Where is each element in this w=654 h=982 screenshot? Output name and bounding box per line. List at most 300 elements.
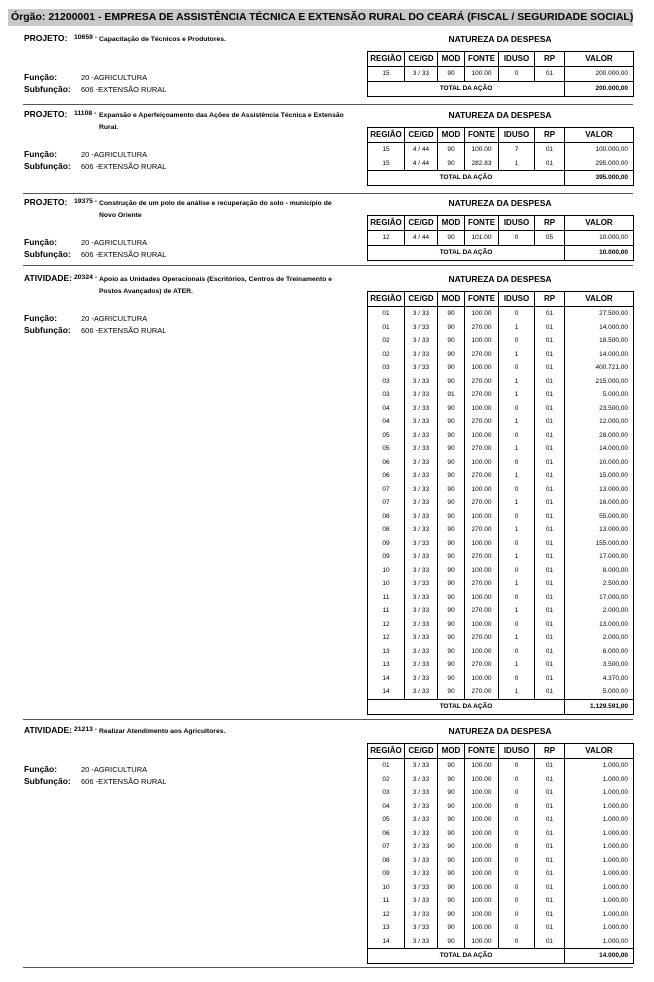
table-cell: 13 [368, 658, 405, 672]
table-cell: 01 [535, 564, 565, 578]
table-cell: 3 / 33 [405, 604, 438, 618]
table-cell: 03 [368, 388, 405, 402]
subfuncao-value: 606 -EXTENSÃO RURAL [81, 326, 167, 335]
section-description: Capacitação de Técnicos e Produtores. [99, 36, 226, 43]
column-header: REGIÃO [368, 52, 405, 67]
section-code: 10659 - [74, 34, 98, 41]
table-cell: 100.00 [465, 773, 499, 787]
table-row [368, 908, 634, 922]
table-row [368, 415, 634, 429]
table-cell: 4 / 44 [405, 157, 438, 171]
table-cell: 3 / 33 [405, 786, 438, 800]
table-cell: 3 / 33 [405, 388, 438, 402]
table-cell: 100.000,00 [565, 143, 634, 157]
table-cell: 90 [438, 537, 465, 551]
table-cell: 1 [499, 469, 535, 483]
table-cell: 15 [368, 157, 405, 171]
table-cell: 270.00 [465, 604, 499, 618]
table-row [368, 685, 634, 699]
section-separator [23, 967, 633, 968]
table-cell: 100.00 [465, 483, 499, 497]
funcao-value: 20 -AGRICULTURA [81, 314, 148, 323]
table-cell: 0 [499, 334, 535, 348]
natureza-table [367, 743, 634, 964]
table-cell: 1.000,00 [565, 840, 634, 854]
table-cell: 0 [499, 867, 535, 881]
table-cell: 01 [368, 307, 405, 321]
table-header-row [368, 52, 634, 67]
table-cell: 3 / 33 [405, 442, 438, 456]
column-header: VALOR [565, 128, 634, 143]
table-row [368, 564, 634, 578]
funcao-value: 20 -AGRICULTURA [81, 238, 148, 247]
table-cell: 4 / 44 [405, 231, 438, 246]
table-cell: 3 / 33 [405, 813, 438, 827]
table-cell: 0 [499, 361, 535, 375]
table-cell: 3 / 33 [405, 334, 438, 348]
table-cell: 1 [499, 604, 535, 618]
table-cell: 3 / 33 [405, 577, 438, 591]
table-cell: 3 / 33 [405, 307, 438, 321]
column-header: RP [535, 128, 565, 143]
table-cell: 100.00 [465, 840, 499, 854]
table-cell: 3 / 33 [405, 510, 438, 524]
natureza-table [367, 127, 634, 186]
table-cell: 10.000,00 [565, 456, 634, 470]
table-cell: 18.500,00 [565, 334, 634, 348]
section-type: PROJETO: [24, 109, 68, 119]
column-header: MOD [438, 216, 465, 231]
table-cell: 270.00 [465, 469, 499, 483]
table-cell: 3 / 33 [405, 550, 438, 564]
table-cell: 01 [535, 321, 565, 335]
column-header: VALOR [565, 292, 634, 307]
table-row [368, 361, 634, 375]
natureza-title: NATUREZA DA DESPESA [448, 274, 552, 284]
subfuncao-value: 606 -EXTENSÃO RURAL [81, 162, 167, 171]
section-description: Expansão e Aperfeiçoamento das Ações de Assistência Técnica e Extensão Rural. [99, 112, 344, 131]
table-row [368, 759, 634, 773]
table-cell: 28.000,00 [565, 429, 634, 443]
table-cell: 14.000,00 [565, 321, 634, 335]
table-cell: 01 [535, 921, 565, 935]
total-value: 200.000,00 [565, 81, 634, 96]
table-cell: 14.000,00 [565, 348, 634, 362]
table-cell: 07 [368, 496, 405, 510]
table-cell: 270.00 [465, 388, 499, 402]
section-code: 11108 - [74, 110, 97, 117]
total-value: 395.000,00 [565, 171, 634, 186]
table-cell: 3 / 33 [405, 672, 438, 686]
column-header: IDUSO [499, 52, 535, 67]
table-cell: 3 / 33 [405, 483, 438, 497]
table-cell: 8.000,00 [565, 564, 634, 578]
table-cell: 90 [438, 631, 465, 645]
table-cell: 1 [499, 348, 535, 362]
table-cell: 0 [499, 935, 535, 949]
table-cell: 11 [368, 591, 405, 605]
table-header-row [368, 292, 634, 307]
table-row [368, 786, 634, 800]
table-cell: 100.00 [465, 429, 499, 443]
natureza-table [367, 291, 634, 715]
column-header: CE/GD [405, 216, 438, 231]
funcao-value: 20 -AGRICULTURA [81, 150, 148, 159]
table-cell: 270.00 [465, 577, 499, 591]
table-cell: 01 [368, 321, 405, 335]
table-cell: 0 [499, 759, 535, 773]
natureza-table [367, 51, 634, 97]
table-cell: 0 [499, 840, 535, 854]
table-cell: 09 [368, 550, 405, 564]
table-cell: 01 [535, 334, 565, 348]
table-cell: 282.83 [465, 157, 499, 171]
table-cell: 3 / 33 [405, 537, 438, 551]
table-cell: 100.00 [465, 618, 499, 632]
table-cell: 200.000,00 [565, 67, 634, 82]
table-row [368, 334, 634, 348]
subfuncao-label: Subfunção: [24, 84, 71, 94]
table-cell: 02 [368, 773, 405, 787]
table-cell: 01 [535, 496, 565, 510]
table-cell: 90 [438, 469, 465, 483]
column-header: FONTE [465, 744, 499, 759]
table-cell: 1 [499, 496, 535, 510]
table-cell: 6.000,00 [565, 645, 634, 659]
table-cell: 15 [368, 67, 405, 82]
column-header: MOD [438, 52, 465, 67]
table-cell: 90 [438, 307, 465, 321]
table-cell: 100.00 [465, 813, 499, 827]
table-cell: 3 / 33 [405, 402, 438, 416]
table-row [368, 800, 634, 814]
table-cell: 90 [438, 935, 465, 949]
table-row [368, 348, 634, 362]
table-cell: 10 [368, 564, 405, 578]
section-separator [23, 193, 633, 194]
table-cell: 0 [499, 908, 535, 922]
table-cell: 1 [499, 631, 535, 645]
table-cell: 3 / 33 [405, 348, 438, 362]
table-cell: 3 / 33 [405, 854, 438, 868]
total-value: 10.000,00 [565, 245, 634, 260]
table-row [368, 456, 634, 470]
table-cell: 1.000,00 [565, 921, 634, 935]
funcao-label: Função: [24, 764, 58, 774]
table-cell: 90 [438, 321, 465, 335]
table-cell: 100.00 [465, 800, 499, 814]
table-cell: 17.000,00 [565, 550, 634, 564]
table-cell: 1.000,00 [565, 935, 634, 949]
table-cell: 1.000,00 [565, 800, 634, 814]
natureza-title: NATUREZA DA DESPESA [448, 110, 552, 120]
table-cell: 03 [368, 375, 405, 389]
table-cell: 12 [368, 908, 405, 922]
table-cell: 90 [438, 157, 465, 171]
table-cell: 1 [499, 658, 535, 672]
table-cell: 14 [368, 935, 405, 949]
table-cell: 0 [499, 800, 535, 814]
section-type: ATIVIDADE: [24, 273, 73, 283]
table-cell: 0 [499, 564, 535, 578]
table-cell: 0 [499, 827, 535, 841]
table-cell: 2.000,00 [565, 631, 634, 645]
column-header: REGIÃO [368, 744, 405, 759]
table-row [368, 537, 634, 551]
column-header: REGIÃO [368, 216, 405, 231]
natureza-table [367, 215, 634, 261]
table-cell: 16.000,00 [565, 496, 634, 510]
table-cell: 7 [499, 143, 535, 157]
table-cell: 100.00 [465, 786, 499, 800]
table-cell: 100.00 [465, 537, 499, 551]
table-cell: 13.000,00 [565, 483, 634, 497]
table-cell: 1 [499, 415, 535, 429]
column-header: FONTE [465, 52, 499, 67]
table-cell: 3.500,00 [565, 658, 634, 672]
section-type: ATIVIDADE: [24, 725, 73, 735]
table-cell: 3 / 33 [405, 591, 438, 605]
total-row [368, 699, 634, 714]
table-cell: 11 [368, 604, 405, 618]
table-cell: 01 [535, 550, 565, 564]
table-cell: 0 [499, 456, 535, 470]
table-cell: 01 [535, 143, 565, 157]
table-cell: 01 [535, 415, 565, 429]
table-cell: 90 [438, 456, 465, 470]
table-cell: 100.00 [465, 402, 499, 416]
column-header: MOD [438, 744, 465, 759]
table-cell: 01 [535, 361, 565, 375]
table-cell: 90 [438, 604, 465, 618]
table-cell: 270.00 [465, 442, 499, 456]
table-row [368, 894, 634, 908]
table-cell: 90 [438, 67, 465, 82]
table-cell: 3 / 33 [405, 685, 438, 699]
table-cell: 90 [438, 827, 465, 841]
section-description: Realizar Atendimento aos Agricultores. [99, 728, 226, 735]
total-label: TOTAL DA AÇÃO [368, 699, 565, 714]
table-cell: 01 [535, 618, 565, 632]
table-cell: 1.000,00 [565, 813, 634, 827]
table-cell: 101.00 [465, 231, 499, 246]
column-header: VALOR [565, 52, 634, 67]
table-cell: 0 [499, 67, 535, 82]
section-separator [23, 719, 633, 720]
table-cell: 01 [535, 577, 565, 591]
table-cell: 02 [368, 334, 405, 348]
table-cell: 05 [368, 813, 405, 827]
table-cell: 12 [368, 631, 405, 645]
column-header: RP [535, 744, 565, 759]
table-cell: 07 [368, 840, 405, 854]
table-cell: 100.00 [465, 935, 499, 949]
table-cell: 90 [438, 348, 465, 362]
table-cell: 270.00 [465, 496, 499, 510]
table-cell: 01 [535, 894, 565, 908]
table-cell: 14.000,00 [565, 442, 634, 456]
column-header: CE/GD [405, 52, 438, 67]
table-row [368, 591, 634, 605]
table-cell: 4.370,00 [565, 672, 634, 686]
table-row [368, 442, 634, 456]
table-cell: 0 [499, 813, 535, 827]
table-cell: 90 [438, 908, 465, 922]
orgao-header: Órgão: 21200001 - EMPRESA DE ASSISTÊNCIA TÉCNICA E EXTENSÃO RURAL DO CEARÁ (FISCAL / SEGURIDADE SOCIAL) [8, 9, 633, 26]
table-cell: 1.000,00 [565, 894, 634, 908]
table-cell: 3 / 33 [405, 645, 438, 659]
table-cell: 1 [499, 375, 535, 389]
table-cell: 14 [368, 672, 405, 686]
column-header: IDUSO [499, 128, 535, 143]
column-header: FONTE [465, 292, 499, 307]
table-cell: 90 [438, 361, 465, 375]
table-cell: 90 [438, 523, 465, 537]
table-cell: 01 [535, 402, 565, 416]
table-row [368, 658, 634, 672]
budget-section [0, 725, 654, 967]
table-cell: 100.00 [465, 307, 499, 321]
table-cell: 01 [535, 348, 565, 362]
funcao-label: Função: [24, 72, 58, 82]
table-cell: 1 [499, 442, 535, 456]
table-cell: 270.00 [465, 550, 499, 564]
table-cell: 90 [438, 577, 465, 591]
table-cell: 100.00 [465, 881, 499, 895]
table-row [368, 321, 634, 335]
table-cell: 01 [535, 469, 565, 483]
table-row [368, 813, 634, 827]
table-row [368, 672, 634, 686]
table-cell: 90 [438, 231, 465, 246]
column-header: IDUSO [499, 216, 535, 231]
table-cell: 01 [535, 523, 565, 537]
table-cell: 27.500,00 [565, 307, 634, 321]
table-cell: 90 [438, 786, 465, 800]
table-row [368, 375, 634, 389]
funcao-value: 20 -AGRICULTURA [81, 73, 148, 82]
natureza-title: NATUREZA DA DESPESA [448, 198, 552, 208]
table-cell: 3 / 33 [405, 827, 438, 841]
column-header: MOD [438, 128, 465, 143]
table-cell: 01 [535, 658, 565, 672]
table-cell: 01 [535, 388, 565, 402]
table-cell: 100.00 [465, 867, 499, 881]
total-row [368, 81, 634, 96]
table-row [368, 429, 634, 443]
table-cell: 01 [535, 456, 565, 470]
table-cell: 90 [438, 334, 465, 348]
table-cell: 03 [368, 786, 405, 800]
table-cell: 3 / 33 [405, 894, 438, 908]
table-cell: 0 [499, 894, 535, 908]
table-header-row [368, 744, 634, 759]
column-header: VALOR [565, 216, 634, 231]
table-cell: 5.000,00 [565, 685, 634, 699]
total-value: 1.129.591,00 [565, 699, 634, 714]
table-cell: 01 [535, 483, 565, 497]
table-cell: 01 [535, 867, 565, 881]
section-separator [23, 104, 633, 105]
subfuncao-label: Subfunção: [24, 161, 71, 171]
table-cell: 14 [368, 685, 405, 699]
table-cell: 90 [438, 773, 465, 787]
table-cell: 08 [368, 854, 405, 868]
table-cell: 270.00 [465, 631, 499, 645]
table-row [368, 921, 634, 935]
table-cell: 13.000,00 [565, 523, 634, 537]
table-cell: 01 [535, 375, 565, 389]
table-cell: 3 / 33 [405, 321, 438, 335]
table-cell: 90 [438, 483, 465, 497]
table-row [368, 402, 634, 416]
funcao-label: Função: [24, 237, 58, 247]
table-cell: 215.000,00 [565, 375, 634, 389]
table-cell: 0 [499, 773, 535, 787]
table-cell: 90 [438, 645, 465, 659]
table-row [368, 618, 634, 632]
table-cell: 01 [535, 773, 565, 787]
table-cell: 01 [535, 854, 565, 868]
table-cell: 90 [438, 672, 465, 686]
table-cell: 12 [368, 618, 405, 632]
table-cell: 155.000,00 [565, 537, 634, 551]
table-row [368, 773, 634, 787]
table-cell: 100.00 [465, 456, 499, 470]
table-cell: 90 [438, 813, 465, 827]
table-cell: 3 / 33 [405, 840, 438, 854]
column-header: IDUSO [499, 292, 535, 307]
table-cell: 01 [535, 537, 565, 551]
table-cell: 01 [535, 685, 565, 699]
total-label: TOTAL DA AÇÃO [368, 949, 565, 964]
table-cell: 3 / 33 [405, 469, 438, 483]
table-row [368, 496, 634, 510]
table-row [368, 550, 634, 564]
table-cell: 1 [499, 685, 535, 699]
table-cell: 270.00 [465, 375, 499, 389]
table-cell: 90 [438, 894, 465, 908]
table-row [368, 854, 634, 868]
table-cell: 01 [535, 429, 565, 443]
table-row [368, 523, 634, 537]
table-cell: 06 [368, 469, 405, 483]
table-cell: 01 [535, 307, 565, 321]
table-cell: 01 [535, 908, 565, 922]
table-cell: 01 [535, 67, 565, 82]
table-cell: 90 [438, 402, 465, 416]
table-cell: 01 [535, 645, 565, 659]
table-cell: 90 [438, 442, 465, 456]
table-cell: 05 [368, 429, 405, 443]
table-cell: 1 [499, 550, 535, 564]
table-cell: 90 [438, 429, 465, 443]
table-cell: 1.000,00 [565, 908, 634, 922]
total-row [368, 171, 634, 186]
column-header: RP [535, 292, 565, 307]
total-value: 14.000,00 [565, 949, 634, 964]
table-cell: 91 [438, 388, 465, 402]
column-header: FONTE [465, 128, 499, 143]
column-header: CE/GD [405, 744, 438, 759]
budget-section [0, 33, 654, 104]
table-row [368, 469, 634, 483]
table-cell: 3 / 33 [405, 67, 438, 82]
table-cell: 0 [499, 881, 535, 895]
table-cell: 90 [438, 759, 465, 773]
table-cell: 100.00 [465, 67, 499, 82]
table-cell: 1.000,00 [565, 881, 634, 895]
